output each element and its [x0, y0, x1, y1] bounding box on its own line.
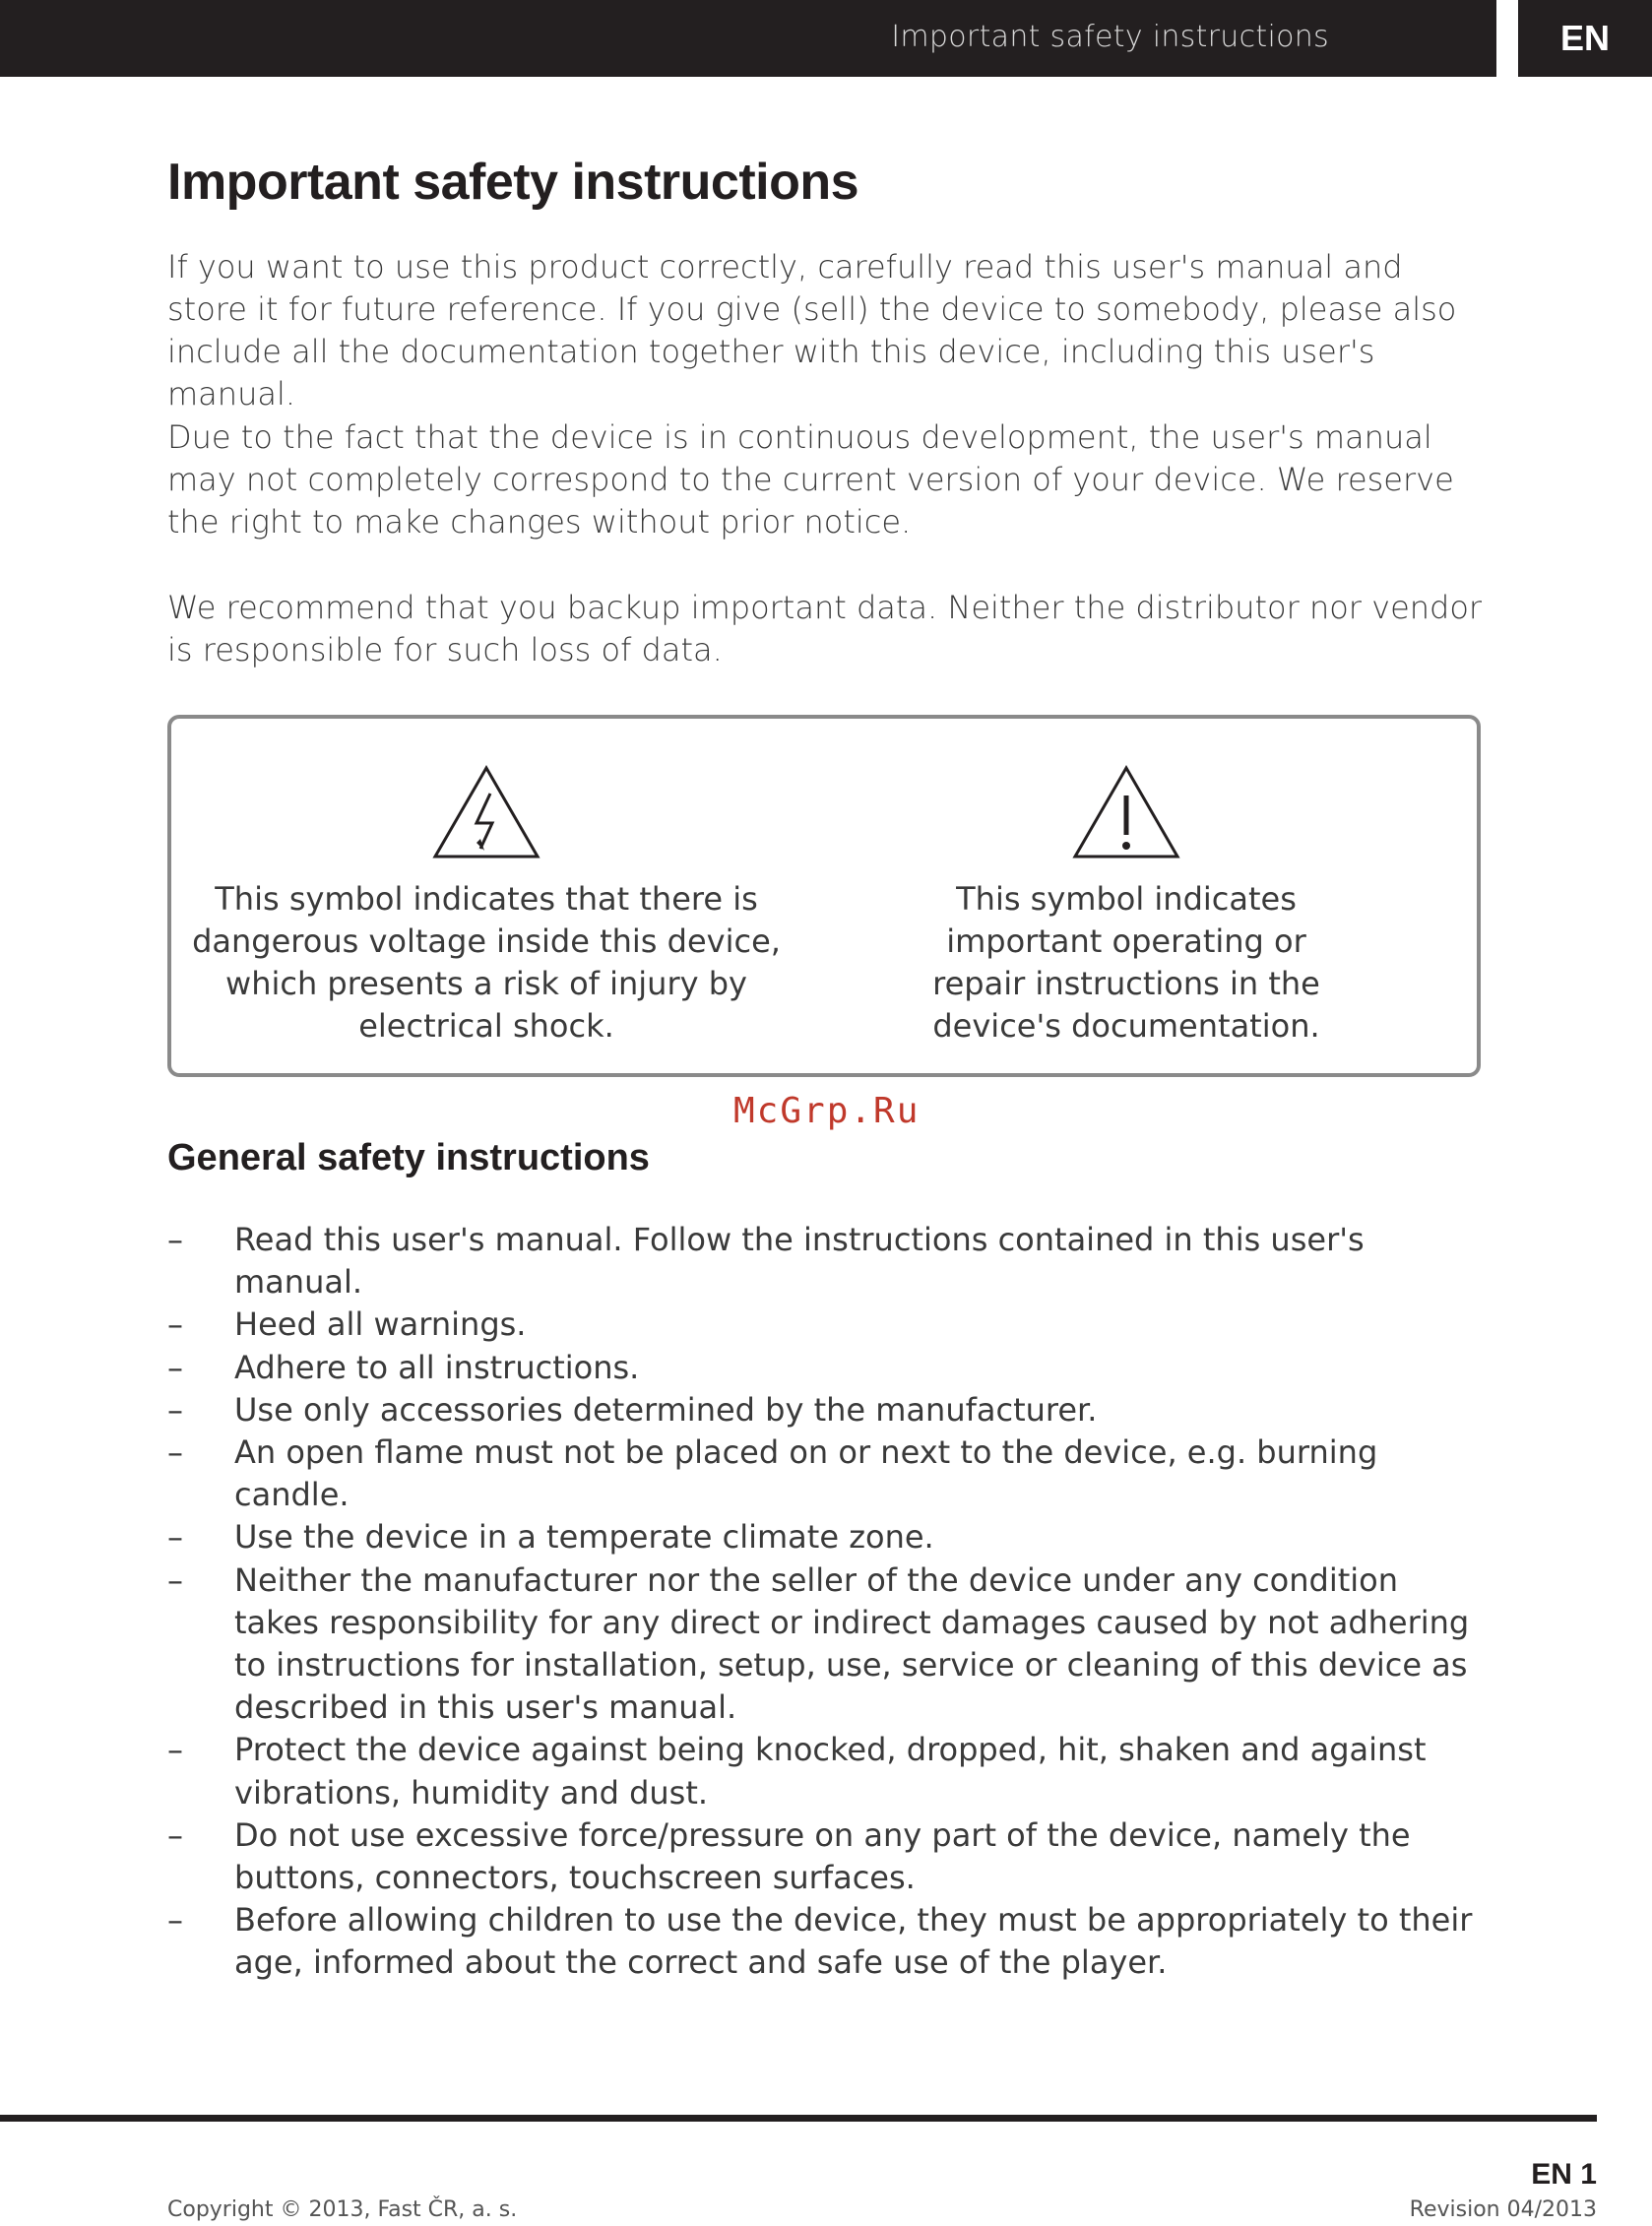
header-bar [0, 0, 1496, 77]
section-title: General safety instructions [167, 1137, 650, 1178]
list-item: – Before allowing children to use the device, they must be appropriately to their age, informed about the correct and safe use of the player. [167, 1901, 1473, 1982]
symbol-text-voltage: This symbol indicates that there is dangerous voltage inside this device, which presents a risk of injury by electrical shock. [192, 880, 781, 1045]
list-bullet: – [167, 1731, 183, 1769]
list-item: – Protect the device against being knocked, dropped, hit, shaken and against vibrations, humidity and dust. [167, 1731, 1427, 1812]
symbol-text-important: This symbol indicates important operating or repair instructions in the device's documentation. [932, 880, 1320, 1045]
list-bullet: – [167, 1348, 183, 1386]
list-item: – Read this user's manual. Follow the instructions contained in this user's manual. [167, 1221, 1365, 1302]
list-item: – Use only accessories determined by the manufacturer. [167, 1389, 1487, 1431]
revision: Revision 04/2013 [1409, 2197, 1597, 2222]
list-bullet: – [167, 1518, 183, 1557]
language-badge: EN [1518, 0, 1652, 77]
page-title: Important safety instructions [167, 154, 859, 211]
intro-paragraph-2: Due to the fact that the device is in continuous development, the user's manual may not completely correspond to the current version of your device. We reserve the right to make changes without prior notice. [167, 418, 1454, 541]
list-item: – Heed all warnings. [167, 1304, 1487, 1346]
list-item: – Adhere to all instructions. [167, 1347, 1487, 1389]
list-item: – Neither the manufacturer nor the seller of the device under any condition takes responsibility for any direct or indirect damages caused by not adhering to instructions for installation, setup, use, service or cleaning of this device as described in this user's manual. [167, 1560, 1470, 1727]
watermark: McGrp.Ru [733, 1091, 921, 1131]
list-item: – Use the device in a temperate climate zone. [167, 1516, 1487, 1558]
list-item: – Do not use excessive force/pressure on any part of the device, namely the buttons, connectors, touchscreen surfaces. [167, 1815, 1411, 1897]
list-bullet: – [167, 1390, 183, 1429]
symbol-electric-shock [171, 719, 801, 1048]
page-number: EN 1 [1531, 2158, 1597, 2191]
list-item: – An open flame must not be placed on or next to the device, e.g. burning candle. [167, 1433, 1378, 1514]
electric-shock-warning-icon [431, 764, 541, 860]
symbols-notice-box [167, 715, 1481, 1077]
copyright: Copyright © 2013, Fast ČR, a. s. [167, 2197, 518, 2222]
exclamation-warning-icon [1071, 764, 1181, 860]
list-bullet: – [167, 1901, 183, 1940]
symbol-exclamation [811, 719, 1441, 1048]
list-bullet: – [167, 1305, 183, 1344]
list-bullet: – [167, 1815, 183, 1854]
intro-paragraph-3: We recommend that you backup important data. Neither the distributor nor vendor is responsible for such loss of data. [167, 589, 1483, 668]
footer-rule [0, 2115, 1597, 2122]
safety-list [167, 1219, 1487, 1985]
header-title: Important safety instructions [891, 20, 1329, 54]
list-bullet: – [167, 1560, 183, 1599]
intro-paragraph-1: If you want to use this product correctly, carefully read this user's manual and store it for future reference. If you give (sell) the device to somebody, please also include all the documentation together with this device, including this user's manual. [167, 248, 1457, 413]
list-bullet: – [167, 1221, 183, 1258]
list-bullet: – [167, 1433, 183, 1472]
